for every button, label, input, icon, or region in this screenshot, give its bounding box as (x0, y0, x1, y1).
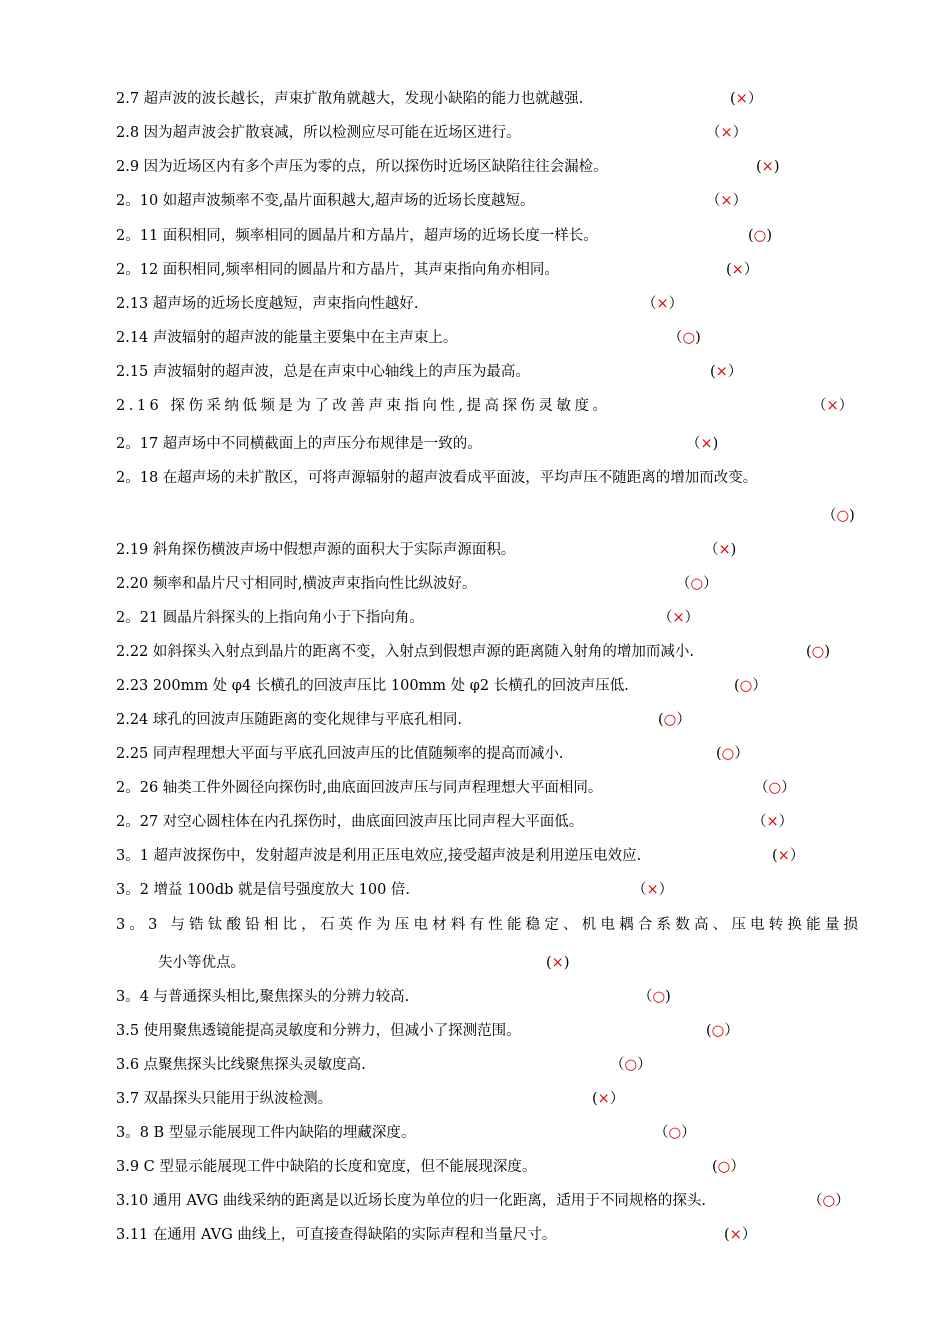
question-text: 2。21 圆晶片斜探头的上指向角小于下指向角。 (116, 610, 424, 626)
question-2-14 (116, 327, 876, 349)
answer-mark: (○） (706, 1023, 739, 1039)
question-text: 2。11 面积相同，频率相同的圆晶片和方晶片，超声场的近场长度一样长。 (116, 228, 598, 244)
question-text: 3。1 超声波探伤中，发射超声波是利用正压电效应,接受超声波是利用逆压电效应. (116, 848, 642, 864)
answer-mark: (○） (658, 712, 691, 728)
question-text: 2.20 频率和晶片尺寸相同时,横波声束指向性比纵波好。 (116, 576, 477, 592)
question-text: 3.11 在通用 AVG 曲线上，可直接查得缺陷的实际声程和当量尺寸。 (116, 1227, 557, 1243)
answer-mark: （○） (654, 1125, 696, 1141)
question-2-15 (116, 361, 876, 383)
question-text: 2.13 超声场的近场长度越短，声束指向性越好. (116, 296, 419, 312)
question-3-6 (116, 1054, 876, 1076)
question-3-1 (116, 845, 876, 867)
question-2-19 (116, 539, 876, 561)
answer-mark: （○） (754, 780, 796, 796)
question-text: 3.5 使用聚焦透镜能提高灵敏度和分辨力，但减小了探测范围。 (116, 1023, 521, 1039)
question-2-7 (116, 88, 876, 110)
question-text: 2.19 斜角探伤横波声场中假想声源的面积大于实际声源面积。 (116, 542, 516, 558)
question-2-16 (116, 395, 876, 417)
answer-mark: (×) (546, 955, 570, 971)
question-2-20 (116, 573, 876, 595)
question-3-5 (116, 1020, 876, 1042)
question-2-18 (116, 467, 876, 489)
question-text: 3。3 与锆钛酸铅相比，石英作为压电材料有性能稳定、机电耦合系数高、压电转换能量损 (116, 917, 863, 933)
question-3-11 (116, 1224, 876, 1246)
answer-mark: （○） (676, 576, 718, 592)
answer-mark: （×) (704, 542, 737, 558)
question-text: 2。17 超声场中不同横截面上的声压分布规律是一致的。 (116, 436, 482, 452)
question-2-10 (116, 190, 876, 212)
question-2-17 (116, 433, 876, 455)
answer-mark: (○) (806, 644, 830, 660)
answer-mark: (○) (748, 228, 772, 244)
question-text: 2。10 如超声波频率不变,晶片面积越大,超声场的近场长度越短。 (116, 193, 535, 209)
question-text: 3。2 增益 100db 就是信号强度放大 100 倍. (116, 882, 411, 898)
question-text: 2.9 因为近场区内有多个声压为零的点，所以探伤时近场区缺陷往往会漏检。 (116, 159, 608, 175)
question-text: 3.9 C 型显示能展现工件中缺陷的长度和宽度，但不能展现深度。 (116, 1159, 537, 1175)
question-text: 2。27 对空心圆柱体在内孔探伤时，曲底面回波声压比同声程大平面低。 (116, 814, 584, 830)
question-2-27 (116, 811, 876, 833)
question-2-18-answer-line (116, 505, 876, 527)
answer-mark: （×） (632, 882, 674, 898)
answer-mark: (○） (712, 1159, 745, 1175)
question-2-22 (116, 641, 876, 663)
answer-mark: (×） (710, 364, 743, 380)
question-3-2 (116, 879, 876, 901)
answer-mark: (×） (724, 1227, 757, 1243)
answer-mark: (○） (734, 678, 767, 694)
answer-mark: （×） (658, 610, 700, 626)
question-2-9 (116, 156, 876, 178)
answer-mark: （○） (610, 1057, 652, 1073)
question-2-21 (116, 607, 876, 629)
question-text: 3.10 通用 AVG 曲线采纳的距离是以近场长度为单位的归一化距离，适用于不同规格的探头. (116, 1193, 707, 1209)
question-3-10 (116, 1190, 876, 1212)
answer-mark: （○) (638, 989, 671, 1005)
answer-mark: (×） (772, 848, 805, 864)
question-2-23 (116, 675, 876, 697)
question-text: 2.15 声波辐射的超声波，总是在声束中心轴线上的声压为最高。 (116, 364, 530, 380)
question-2-25 (116, 743, 876, 765)
question-text: 2。12 面积相同,频率相同的圆晶片和方晶片，其声束指向角亦相同。 (116, 262, 559, 278)
question-text: 失小等优点。 (158, 955, 245, 971)
question-text: 3。8 B 型显示能展现工件内缺陷的埋藏深度。 (116, 1125, 416, 1141)
question-2-24 (116, 709, 876, 731)
answer-mark: (×） (730, 91, 763, 107)
answer-mark: （○) (822, 508, 855, 524)
answer-mark: （×） (706, 193, 748, 209)
question-text: 3.7 双晶探头只能用于纵波检测。 (116, 1091, 333, 1107)
question-text: 2.24 球孔的回波声压随距离的变化规律与平底孔相同. (116, 712, 463, 728)
question-text: 2。18 在超声场的未扩散区，可将声源辐射的超声波看成平面波，平均声压不随距离的增加而改变。 (116, 470, 758, 486)
question-2-11 (116, 225, 876, 247)
question-3-4 (116, 986, 876, 1008)
answer-mark: （×） (642, 296, 684, 312)
question-3-9 (116, 1156, 876, 1178)
answer-mark: （○) (668, 330, 701, 346)
answer-mark: （×） (706, 125, 748, 141)
question-3-3-continued (158, 952, 918, 974)
question-text: 3。4 与普通探头相比,聚焦探头的分辨力较高. (116, 989, 410, 1005)
answer-mark: （×） (752, 814, 794, 830)
question-text: 2.7 超声波的波长越长，声束扩散角就越大，发现小缺陷的能力也就越强. (116, 91, 584, 107)
question-text: 2.8 因为超声波会扩散衰减，所以检测应尽可能在近场区进行。 (116, 125, 521, 141)
answer-mark: (×) (756, 159, 780, 175)
question-2-26 (116, 777, 876, 799)
answer-mark: （×) (686, 436, 719, 452)
answer-mark: (×） (726, 262, 759, 278)
question-text: 2。26 轴类工件外圆径向探伤时,曲底面回波声压与同声程理想大平面相同。 (116, 780, 603, 796)
question-3-3 (116, 914, 876, 936)
question-2-12 (116, 259, 876, 281)
question-text: 2.25 同声程理想大平面与平底孔回波声压的比值随频率的提高而减小. (116, 746, 564, 762)
question-text: 3.6 点聚焦探头比线聚焦探头灵敏度高. (116, 1057, 366, 1073)
question-text: 2.14 声波辐射的超声波的能量主要集中在主声束上。 (116, 330, 458, 346)
question-3-7 (116, 1088, 876, 1110)
question-2-8 (116, 122, 876, 144)
answer-mark: （×） (812, 398, 854, 414)
question-text: 2.16 探伤采纳低频是为了改善声束指向性,提高探伤灵敏度。 (116, 398, 611, 414)
answer-mark: （○） (808, 1193, 850, 1209)
answer-mark: (○） (716, 746, 749, 762)
question-text: 2.22 如斜探头入射点到晶片的距离不变，入射点到假想声源的距离随入射角的增加而减小. (116, 644, 694, 660)
question-2-13 (116, 293, 876, 315)
question-text: 2.23 200mm 处 φ4 长横孔的回波声压比 100mm 处 φ2 长横孔的回波声压低. (116, 678, 629, 694)
answer-mark: (×） (592, 1091, 625, 1107)
question-3-8 (116, 1122, 876, 1144)
